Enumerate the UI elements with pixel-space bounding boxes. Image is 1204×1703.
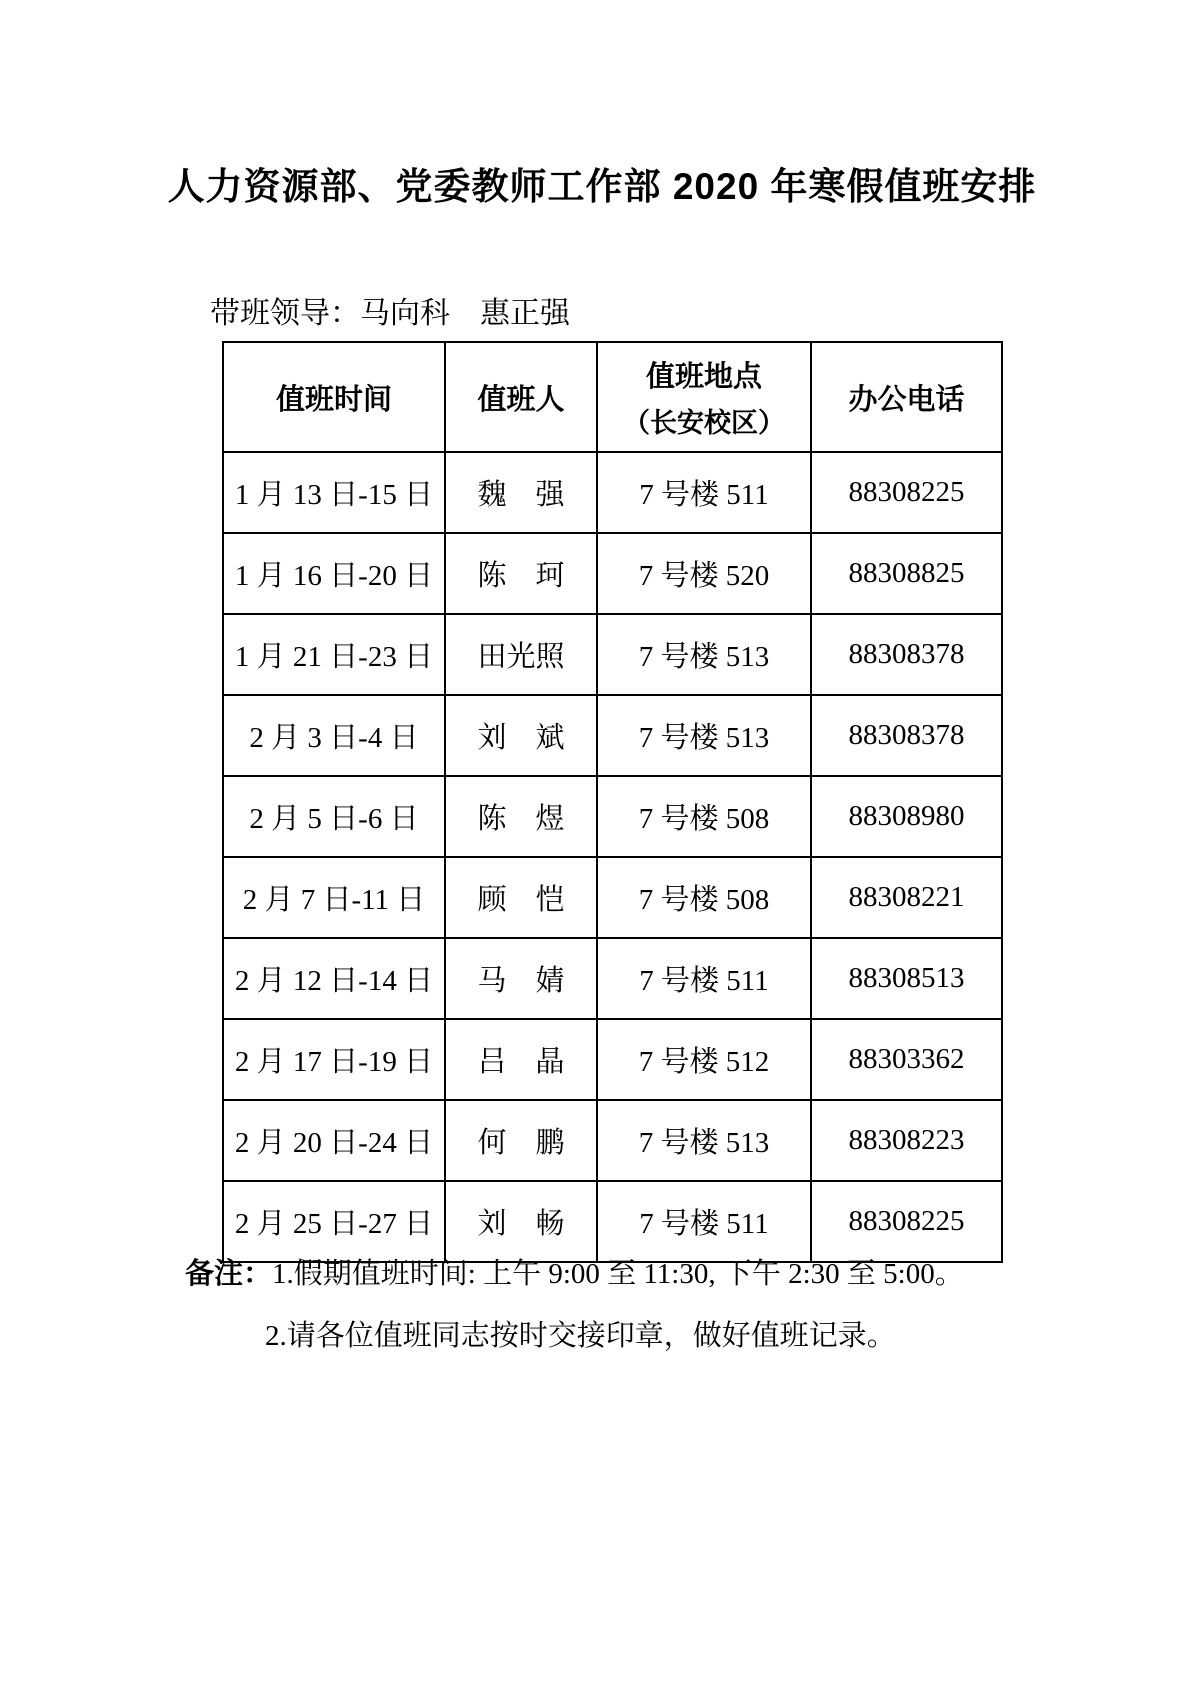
table-row bbox=[223, 938, 1002, 1019]
cell-location: 7 号楼 512 bbox=[597, 1019, 811, 1100]
cell-phone: 88308513 bbox=[811, 938, 1002, 1019]
table-row bbox=[223, 1181, 1002, 1262]
header-office-phone: 办公电话 bbox=[811, 342, 1002, 452]
header-location-line1: 值班地点 bbox=[645, 361, 762, 393]
cell-person: 陈 煜 bbox=[445, 776, 597, 857]
cell-person: 顾 恺 bbox=[445, 857, 597, 938]
cell-phone: 88303362 bbox=[811, 1019, 1002, 1100]
cell-location: 7 号楼 508 bbox=[597, 776, 811, 857]
cell-location: 7 号楼 508 bbox=[597, 857, 811, 938]
header-duty-location bbox=[597, 342, 811, 452]
duty-leader-line: 带班领导：马向科 惠正强 bbox=[210, 297, 570, 330]
table-row bbox=[223, 533, 1002, 614]
table-row bbox=[223, 1100, 1002, 1181]
cell-person: 何 鹏 bbox=[445, 1100, 597, 1181]
note-label: 备注： bbox=[185, 1258, 273, 1290]
cell-phone: 88308378 bbox=[811, 614, 1002, 695]
table-row bbox=[223, 614, 1002, 695]
table-header-row bbox=[223, 342, 1002, 452]
header-duty-time: 值班时间 bbox=[223, 342, 445, 452]
table-row bbox=[223, 776, 1002, 857]
table-row bbox=[223, 695, 1002, 776]
cell-date: 1 月 13 日-15 日 bbox=[223, 452, 445, 533]
cell-date: 1 月 16 日-20 日 bbox=[223, 533, 445, 614]
note-line-1 bbox=[185, 1251, 964, 1292]
cell-date: 2 月 3 日-4 日 bbox=[223, 695, 445, 776]
cell-person: 马 婧 bbox=[445, 938, 597, 1019]
cell-phone: 88308223 bbox=[811, 1100, 1002, 1181]
cell-phone: 88308225 bbox=[811, 1181, 1002, 1262]
cell-date: 2 月 7 日-11 日 bbox=[223, 857, 445, 938]
cell-location: 7 号楼 511 bbox=[597, 1181, 811, 1262]
cell-phone: 88308378 bbox=[811, 695, 1002, 776]
note-2-text: 2.请各位值班同志按时交接印章，做好值班记录。 bbox=[265, 1320, 896, 1352]
cell-phone: 88308980 bbox=[811, 776, 1002, 857]
cell-date: 2 月 17 日-19 日 bbox=[223, 1019, 445, 1100]
cell-date: 2 月 12 日-14 日 bbox=[223, 938, 445, 1019]
cell-person: 魏 强 bbox=[445, 452, 597, 533]
cell-location: 7 号楼 511 bbox=[597, 452, 811, 533]
table-row bbox=[223, 452, 1002, 533]
cell-person: 刘 斌 bbox=[445, 695, 597, 776]
cell-date: 2 月 5 日-6 日 bbox=[223, 776, 445, 857]
cell-person: 田光照 bbox=[445, 614, 597, 695]
cell-location: 7 号楼 511 bbox=[597, 938, 811, 1019]
header-location-line2: （长安校区） bbox=[623, 408, 785, 438]
cell-phone: 88308825 bbox=[811, 533, 1002, 614]
cell-person: 吕 晶 bbox=[445, 1019, 597, 1100]
header-duty-person: 值班人 bbox=[445, 342, 597, 452]
cell-date: 2 月 25 日-27 日 bbox=[223, 1181, 445, 1262]
cell-person: 陈 珂 bbox=[445, 533, 597, 614]
cell-phone: 88308225 bbox=[811, 452, 1002, 533]
cell-date: 2 月 20 日-24 日 bbox=[223, 1100, 445, 1181]
cell-location: 7 号楼 513 bbox=[597, 1100, 811, 1181]
table-row bbox=[223, 1019, 1002, 1100]
cell-phone: 88308221 bbox=[811, 857, 1002, 938]
table-row bbox=[223, 857, 1002, 938]
cell-person: 刘 畅 bbox=[445, 1181, 597, 1262]
duty-schedule-table bbox=[222, 341, 1003, 1263]
cell-location: 7 号楼 513 bbox=[597, 614, 811, 695]
note-line-2 bbox=[265, 1313, 896, 1354]
cell-location: 7 号楼 513 bbox=[597, 695, 811, 776]
cell-location: 7 号楼 520 bbox=[597, 533, 811, 614]
note-1-text: 1.假期值班时间: 上午 9:00 至 11:30, 下午 2:30 至 5:00。 bbox=[272, 1258, 964, 1290]
page-title: 人力资源部、党委教师工作部 2020 年寒假值班安排 bbox=[167, 166, 1037, 207]
cell-date: 1 月 21 日-23 日 bbox=[223, 614, 445, 695]
